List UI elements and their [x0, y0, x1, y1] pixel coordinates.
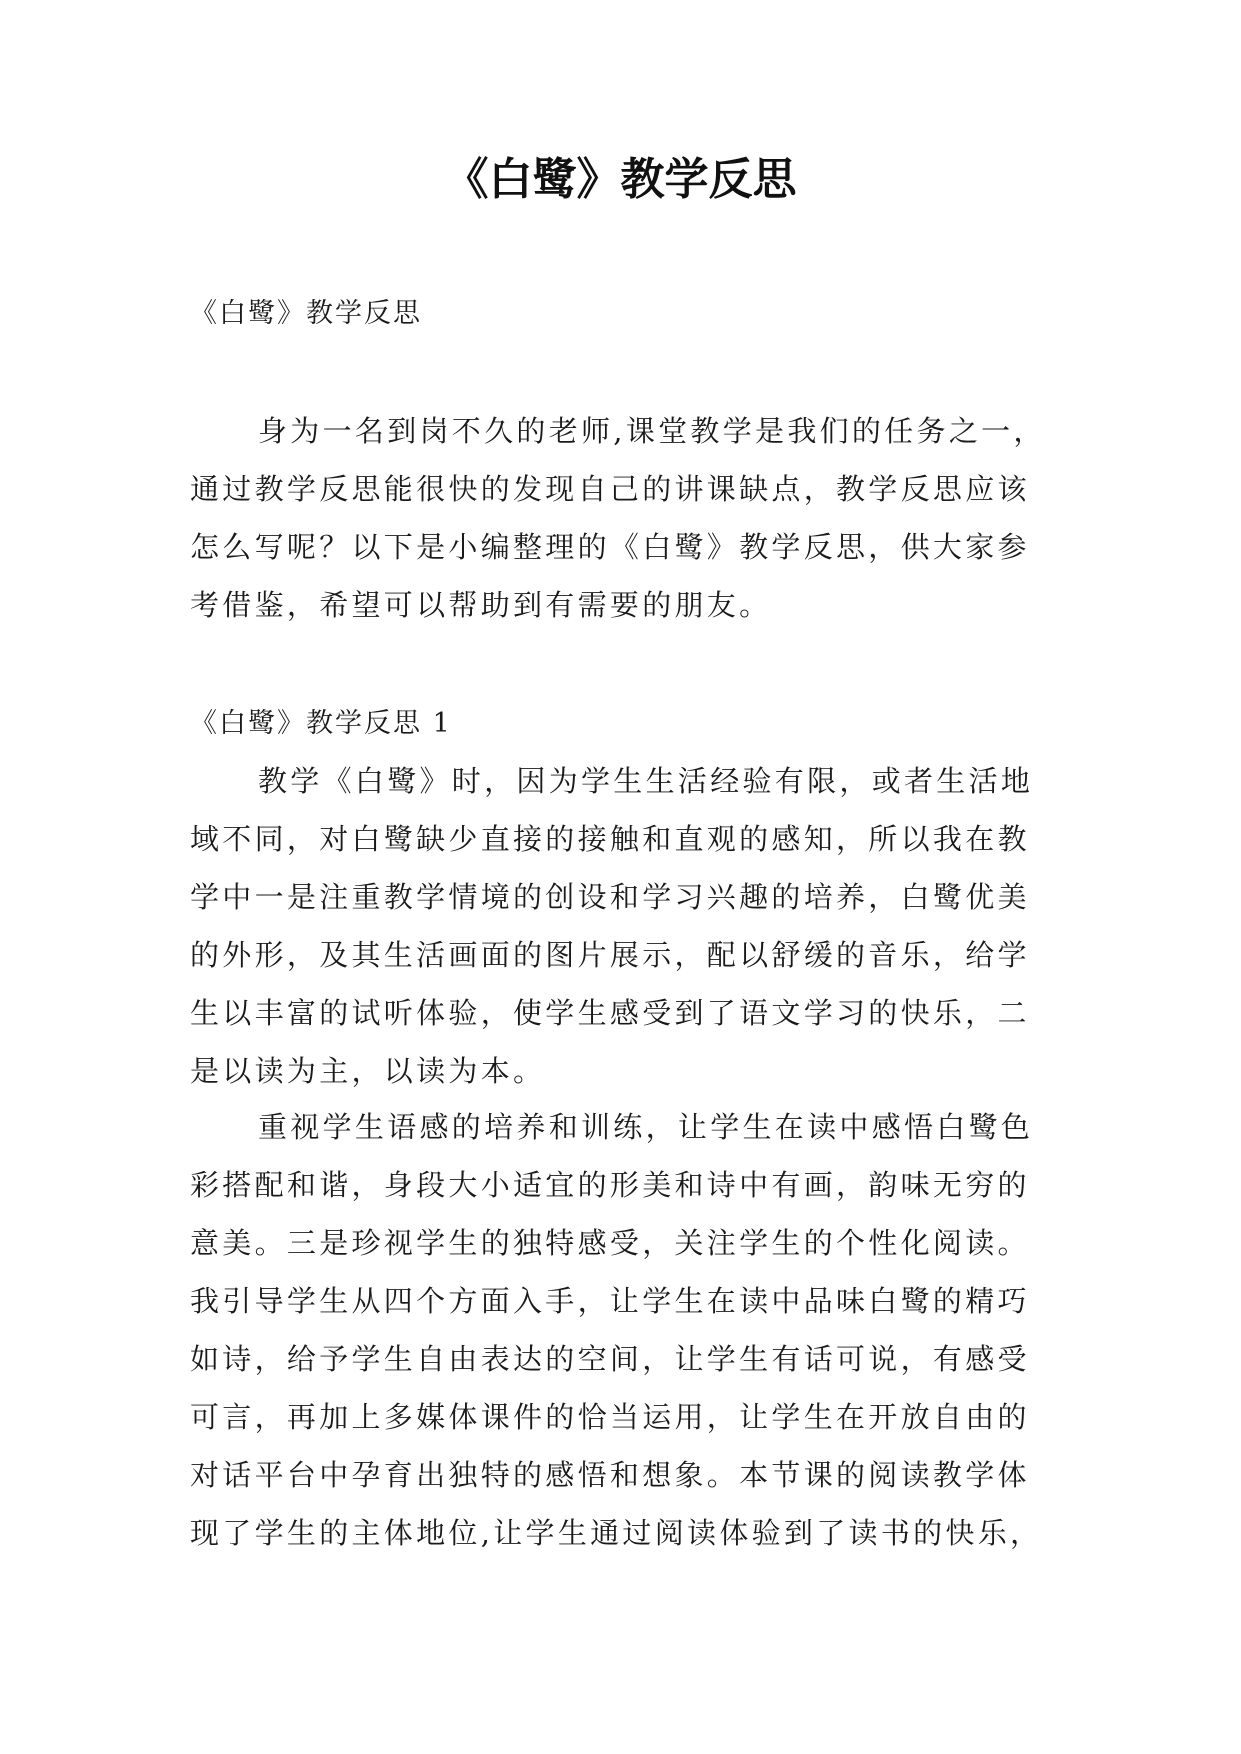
text-line: 可言，再加上多媒体课件的恰当运用，让学生在开放自由的	[190, 1400, 1030, 1434]
document-subtitle: 《白鹭》教学反思	[190, 298, 422, 329]
text-line: 彩搭配和谐，身段大小适宜的形美和诗中有画，韵味无穷的	[190, 1168, 1030, 1202]
text-line: 生以丰富的试听体验，使学生感受到了语文学习的快乐，二	[190, 996, 1030, 1030]
text-line: 意美。三是珍视学生的独特感受，关注学生的个性化阅读。	[190, 1226, 1030, 1260]
text-line: 身为一名到岗不久的老师,课堂教学是我们的任务之一，	[258, 414, 1046, 448]
body-paragraph-2	[190, 1098, 1060, 1562]
text-line: 通过教学反思能很快的发现自己的讲课缺点，教学反思应该	[190, 472, 1030, 506]
text-line: 重视学生语感的培养和训练，让学生在读中感悟白鹭色	[258, 1110, 1034, 1144]
text-line: 考借鉴，希望可以帮助到有需要的朋友。	[190, 588, 772, 622]
text-line: 是以读为主，以读为本。	[190, 1054, 546, 1088]
text-line: 现了学生的主体地位,让学生通过阅读体验到了读书的快乐，	[190, 1516, 1043, 1550]
text-line: 我引导学生从四个方面入手，让学生在读中品味白鹭的精巧	[190, 1284, 1030, 1318]
body-paragraph-1	[190, 752, 1060, 1100]
text-line: 域不同，对白鹭缺少直接的接触和直观的感知，所以我在教	[190, 822, 1030, 856]
text-line: 对话平台中孕育出独特的感悟和想象。本节课的阅读教学体	[190, 1458, 1030, 1492]
text-line: 如诗，给予学生自由表达的空间，让学生有话可说，有感受	[190, 1342, 1030, 1376]
text-line: 学中一是注重教学情境的创设和学习兴趣的培养，白鹭优美	[190, 880, 1030, 914]
section-heading: 《白鹭》教学反思 1	[190, 708, 452, 739]
text-line: 教学《白鹭》时，因为学生生活经验有限，或者生活地	[258, 764, 1034, 798]
text-line: 的外形，及其生活画面的图片展示，配以舒缓的音乐，给学	[190, 938, 1030, 972]
intro-paragraph	[190, 402, 1060, 634]
document-title: 《白鹭》教学反思	[444, 154, 797, 205]
text-line: 怎么写呢？以下是小编整理的《白鹭》教学反思，供大家参	[190, 530, 1030, 564]
